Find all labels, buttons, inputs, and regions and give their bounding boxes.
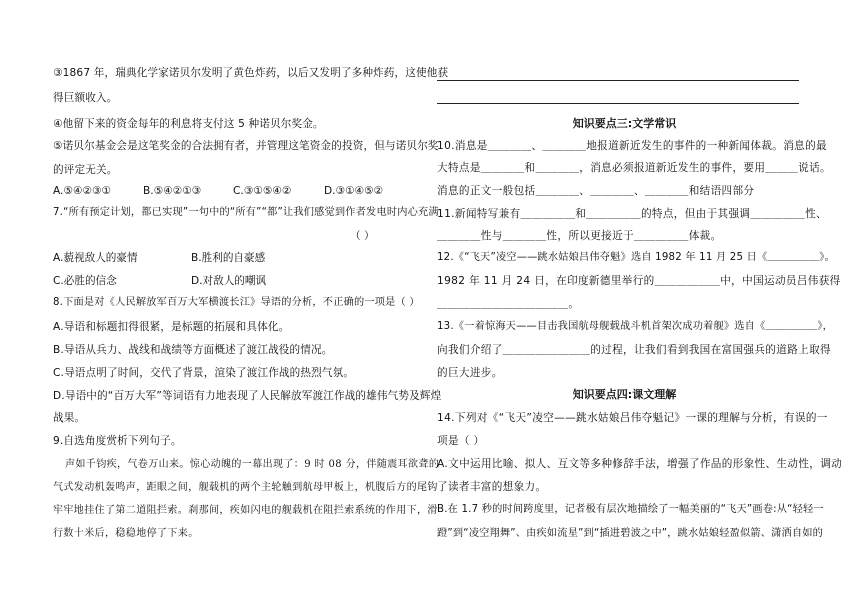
q6-item-5-line1: ⑤诺贝尔基金会是这笔奖金的合法拥有者，并管理这笔资金的投资，但与诺贝尔奖 <box>53 140 439 152</box>
q9-passage-line4: 行数十米后，稳稳地停了下来。 <box>53 528 199 539</box>
q9-stem: 9.自选角度赏析下列句子。 <box>53 435 182 447</box>
answer-line-2[interactable] <box>437 103 799 104</box>
q7-answer-paren[interactable]: （ ） <box>350 230 375 242</box>
q6-option-b[interactable]: B.⑤④②①③ <box>143 185 202 197</box>
q10-line2: 大特点是＿＿＿＿和＿＿＿＿，消息必须报道新近发生的事件，要用＿＿＿说话。 <box>437 162 831 174</box>
q8-stem: 8.下面是对《人民解放军百万大军横渡长江》导语的分析，不正确的一项是（ ） <box>53 297 420 308</box>
q13-line3: 的巨大进步。 <box>437 367 503 379</box>
q14-stem-line2[interactable]: 项是（ ） <box>437 435 485 447</box>
q7-option-b[interactable]: B.胜利的自豪感 <box>191 252 266 264</box>
section-title-literature: 知识要点三:文学常识 <box>572 117 677 130</box>
q8-option-d-line2: 战果。 <box>53 412 86 424</box>
q13-line1: 13.《一着惊海天——目击我国航母舰载战斗机首架次成功着舰》选自《＿＿＿＿＿》， <box>437 321 834 332</box>
q14-stem-line1: 14.下列对《“飞天”凌空——跳水姑娘吕伟夺魁记》一课的理解与分析，有误的一 <box>437 412 828 424</box>
q8-option-b[interactable]: B.导语从兵力、战线和战绩等方面概述了渡江战役的情况。 <box>53 344 333 356</box>
q11-line1: 11.新闻特写兼有＿＿＿＿＿和＿＿＿＿＿的特点，但由于其强调＿＿＿＿＿性、 <box>437 208 827 220</box>
q11-line2: ＿＿＿＿性与＿＿＿＿性，所以更接近于＿＿＿＿＿体裁。 <box>437 230 722 242</box>
q8-option-d-line1[interactable]: D.导语中的“百万大军”等词语有力地表现了人民解放军渡江作战的雄伟气势及辉煌 <box>53 390 442 402</box>
q14-option-a-line1[interactable]: A.文中运用比喻、拟人、互文等多种修辞手法，增强了作品的形象性、生动性，调动 <box>437 458 843 470</box>
q12-line3: ＿＿＿＿＿＿＿＿＿＿＿＿。 <box>437 298 580 310</box>
q7-stem: 7.“所有预定计划，都已实现”一句中的“所有”“都”让我们感觉到作者发电时内心充满 <box>53 207 439 218</box>
q12-line2: 1982 年 11 月 24 日，在印度新德里举行的＿＿＿＿＿＿中，中国运动员吕伟获得 <box>437 275 841 287</box>
q8-option-a[interactable]: A.导语和标题扣得很紧，是标题的拓展和具体化。 <box>53 321 290 333</box>
q6-item-5-line2: 的评定无关。 <box>53 164 118 176</box>
q6-item-3-line1: ③1867 年，瑞典化学家诺贝尔发明了黄色炸药，以后又发明了多种炸药，这使他获 <box>53 67 449 79</box>
q10-line1: 10.消息是＿＿＿＿、＿＿＿＿地报道新近发生的事件的一种新闻体裁。消息的最 <box>437 140 827 152</box>
q14-option-b-line1[interactable]: B.在 1.7 秒的时间跨度里，记者极有层次地描绘了一幅美丽的“飞天”画卷:从“轻轻一 <box>437 504 824 515</box>
q8-option-c[interactable]: C.导语点明了时间，交代了背景，渲染了渡江作战的热烈气氛。 <box>53 367 355 379</box>
q6-option-c[interactable]: C.③①⑤④② <box>233 185 292 197</box>
q6-item-3-line2: 得巨额收入。 <box>53 92 118 104</box>
q13-line2: 向我们介绍了＿＿＿＿＿＿＿＿的过程，让我们看到我国在富国强兵的道路上取得 <box>437 344 831 356</box>
q10-line3: 消息的正文一般包括＿＿＿＿、＿＿＿＿、＿＿＿＿和结语四部分 <box>437 185 755 197</box>
q12-line1: 12.《“飞天”凌空——跳水姑娘吕伟夺魁》选自 1982 年 11 月 25 日《＿＿＿＿＿》。 <box>437 252 835 263</box>
q6-option-a[interactable]: A.⑤④②③① <box>53 185 111 197</box>
q6-item-4: ④他留下来的资金每年的利息将支付这 5 种诺贝尔奖金。 <box>53 118 324 130</box>
q9-passage-line3: 牢牢地挂住了第二道阻拦索。刹那间，疾如闪电的舰载机在阻拦索系统的作用下，滑 <box>53 505 438 516</box>
q6-option-d[interactable]: D.③①④⑤② <box>324 185 384 197</box>
q14-option-b-line2: 蹬”到“凌空翔舞”、由疾如流星”到“插进碧波之中”，跳水姑娘轻盈似箭、潇洒自如的 <box>437 528 824 539</box>
q7-option-d[interactable]: D.对敌人的嘲讽 <box>191 275 267 287</box>
q7-option-a[interactable]: A.藐视敌人的豪情 <box>53 252 138 264</box>
q9-passage-line2: 气式发动机轰鸣声，距眼之间，舰载机的两个主轮触到航母甲板上，机腹后方的尾钩 <box>53 482 438 493</box>
section-title-comprehension: 知识要点四:课文理解 <box>572 388 677 401</box>
answer-line-1[interactable] <box>437 80 799 81</box>
q7-option-c[interactable]: C.必胜的信念 <box>53 275 117 287</box>
q14-option-a-line2: 了读者丰富的想象力。 <box>437 481 547 493</box>
q9-passage-line1: 声如千钧疾，气卷万山来。惊心动魄的一幕出现了：9 时 08 分，伴随震耳欲聋的 <box>65 459 440 470</box>
